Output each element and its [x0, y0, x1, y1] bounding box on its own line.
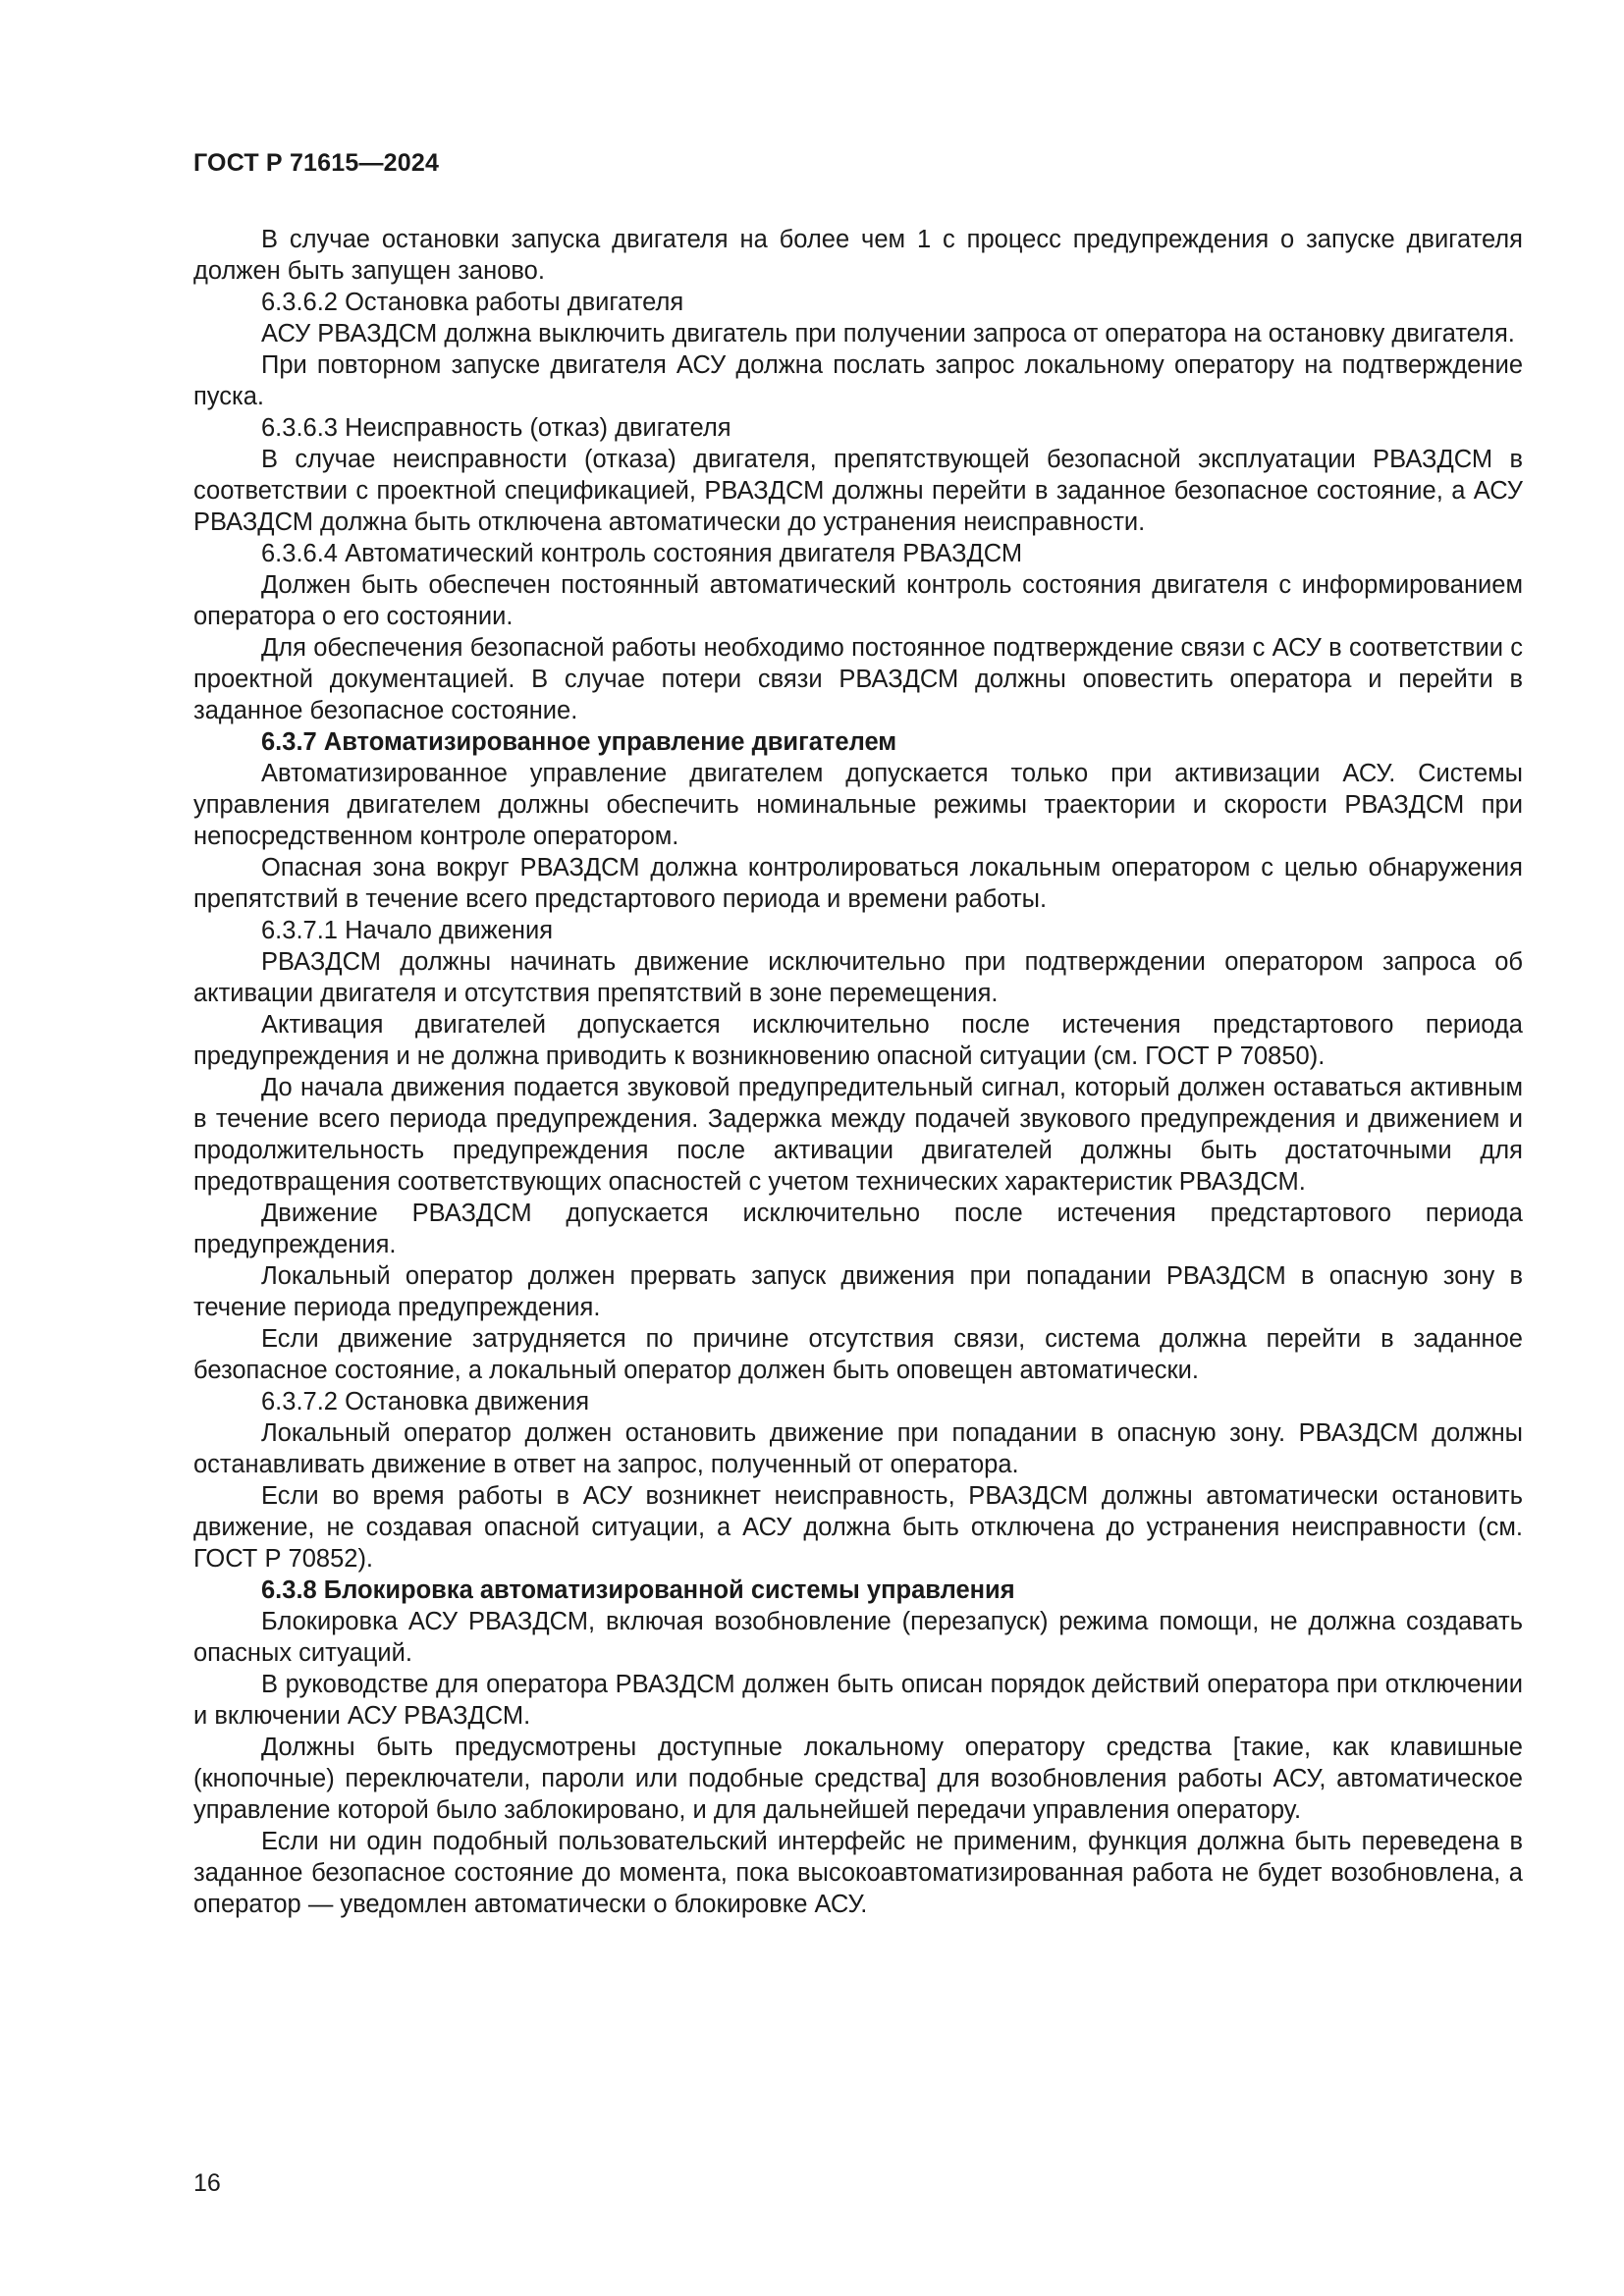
paragraph: Локальный оператор должен прервать запуск движения при попадании РВАЗДСМ в опасную зону в течение периода предупреждения.	[193, 1262, 1523, 1321]
section-title: 6.3.7.2 Остановка движения	[261, 1388, 590, 1415]
paragraph: Для обеспечения безопасной работы необходимо постоянное подтверждение связи с АСУ в соответствии с проектной документацией. В случае потери связи РВАЗДСМ должны оповестить оператора и перейти в заданное безопасное состояние.	[193, 634, 1523, 724]
paragraph: Если движение затрудняется по причине отсутствия связи, система должна перейти в заданное безопасное состояние, а локальный оператор должен быть оповещен автоматически.	[193, 1325, 1523, 1384]
paragraph: До начала движения подается звуковой предупредительный сигнал, который должен оставаться активным в течение всего периода предупреждения. Задержка между подачей звукового предупреждения и движением и продолжительность предупреждения после активации двигателей должны быть достаточными для предотвращения соответствующих опасностей с учетом технических характеристик РВАЗДСМ.	[193, 1074, 1523, 1196]
paragraph: Должны быть предусмотрены доступные локальному оператору средства [такие, как клавишные (кнопочные) переключатели, пароли или подобные средства] для возобновления работы АСУ, автоматическое управление которой было заблокировано, и для дальнейшей передачи управления оператору.	[193, 1734, 1523, 1824]
section-heading: 6.3.8 Блокировка автоматизированной системы управления	[261, 1576, 1015, 1604]
paragraph: Автоматизированное управление двигателем допускается только при активизации АСУ. Системы управления двигателем должны обеспечить номинальные режимы траектории и скорости РВАЗДСМ при непосредственном контроле оператором.	[193, 760, 1523, 850]
section-title: 6.3.6.2 Остановка работы двигателя	[261, 289, 684, 316]
section-title: 6.3.7.1 Начало движения	[261, 917, 554, 944]
paragraph: В руководстве для оператора РВАЗДСМ должен быть описан порядок действий оператора при отключении и включении АСУ РВАЗДСМ.	[193, 1671, 1523, 1730]
paragraph: В случае остановки запуска двигателя на более чем 1 с процесс предупреждения о запуске двигателя должен быть запущен заново.	[193, 226, 1523, 285]
paragraph: Движение РВАЗДСМ допускается исключительно после истечения предстартового периода предупреждения.	[193, 1200, 1523, 1258]
paragraph: Должен быть обеспечен постоянный автоматический контроль состояния двигателя с информированием оператора о его состоянии.	[193, 571, 1523, 630]
page-number: 16	[193, 2169, 221, 2197]
section-heading: 6.3.7 Автоматизированное управление двигателем	[261, 728, 897, 756]
section-title: 6.3.6.4 Автоматический контроль состояния двигателя РВАЗДСМ	[261, 540, 1023, 567]
paragraph: Опасная зона вокруг РВАЗДСМ должна контролироваться локальным оператором с целью обнаружения препятствий в течение всего предстартового периода и времени работы.	[193, 854, 1523, 913]
paragraph: Если во время работы в АСУ возникнет неисправность, РВАЗДСМ должны автоматически остановить движение, не создавая опасной ситуации, а АСУ должна быть отключена до устранения неисправности (см. ГОСТ Р 70852).	[193, 1482, 1523, 1573]
paragraph: РВАЗДСМ должны начинать движение исключительно при подтверждении оператором запроса об активации двигателя и отсутствия препятствий в зоне перемещения.	[193, 948, 1523, 1007]
paragraph: При повторном запуске двигателя АСУ должна послать запрос локальному оператору на подтверждение пуска.	[193, 351, 1523, 410]
paragraph: Локальный оператор должен остановить движение при попадании в опасную зону. РВАЗДСМ должны останавливать движение в ответ на запрос, полученный от оператора.	[193, 1419, 1523, 1478]
paragraph: Блокировка АСУ РВАЗДСМ, включая возобновление (перезапуск) режима помощи, не должна создавать опасных ситуаций.	[193, 1608, 1523, 1667]
document-body	[193, 224, 1523, 1920]
paragraph: Если ни один подобный пользовательский интерфейс не применим, функция должна быть переведена в заданное безопасное состояние до момента, пока высокоавтоматизированная работа не будет возобновлена, а оператор — уведомлен автоматически о блокировке АСУ.	[193, 1828, 1523, 1918]
section-title: 6.3.6.3 Неисправность (отказ) двигателя	[261, 414, 731, 442]
paragraph: АСУ РВАЗДСМ должна выключить двигатель при получении запроса от оператора на остановку двигателя.	[261, 320, 1515, 347]
document-code: ГОСТ Р 71615—2024	[193, 149, 440, 177]
paragraph: Активация двигателей допускается исключительно после истечения предстартового периода предупреждения и не должна приводить к возникновению опасной ситуации (см. ГОСТ Р 70850).	[193, 1011, 1523, 1070]
paragraph: В случае неисправности (отказа) двигателя, препятствующей безопасной эксплуатации РВАЗДСМ в соответствии с проектной спецификацией, РВАЗДСМ должны перейти в заданное безопасное состояние, а АСУ РВАЗДСМ должна быть отключена автоматически до устранения неисправности.	[193, 446, 1523, 536]
